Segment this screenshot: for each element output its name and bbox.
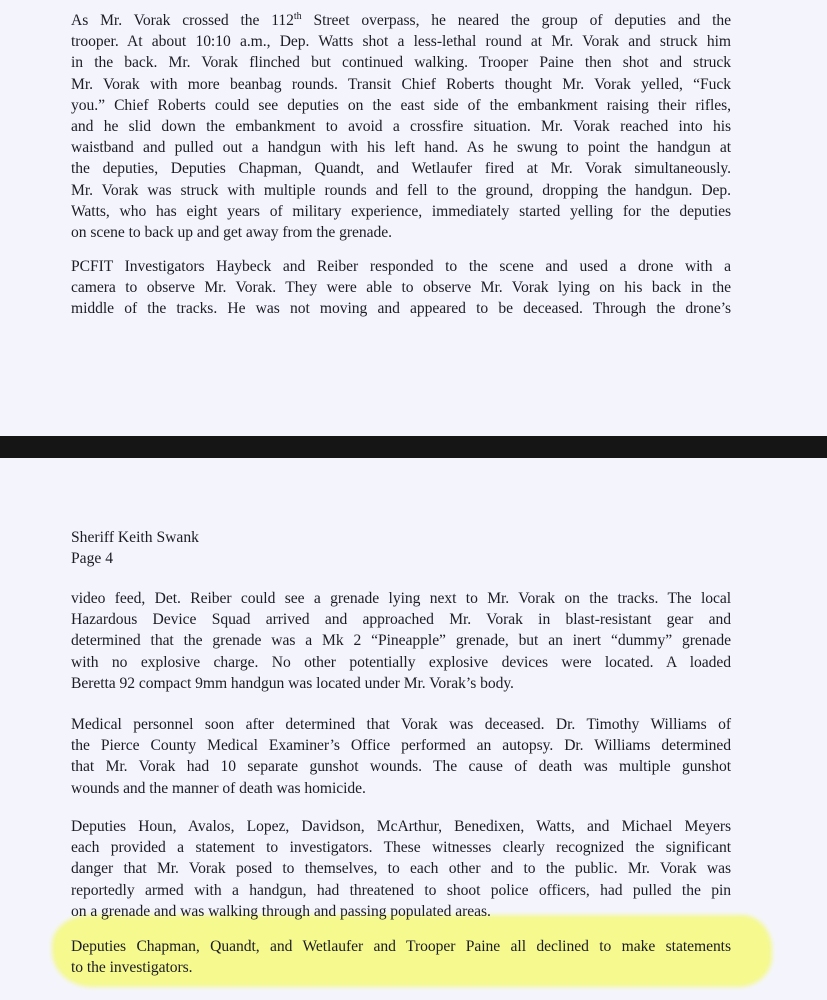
text-line: waistband and pulled out a handgun with his left hand. As he swung to point the handgun at: [71, 139, 731, 157]
text-line: to the investigators.: [71, 959, 193, 977]
text-line: Mr. Vorak was struck with multiple rounds and fell to the ground, dropping the handgun. Dep.: [71, 181, 731, 199]
text-line: you.” Chief Roberts could see deputies on the east side of the embankment raising their rifles,: [71, 96, 731, 114]
text-line: Medical personnel soon after determined that Vorak was deceased. Dr. Timothy Williams of: [71, 716, 731, 733]
paragraph-witness-statements: [71, 816, 731, 922]
paragraph-grenade-found: [71, 588, 731, 694]
paragraph-declined-statements: [71, 936, 731, 978]
text-line: danger that Mr. Vorak posed to themselves, to each other and to the public. Mr. Vorak was: [71, 860, 731, 878]
text-line: Deputies Chapman, Quandt, and Wetlaufer and Trooper Paine all declined to make statements: [71, 938, 731, 955]
text-line: trooper. At about 10:10 a.m., Dep. Watts shot a less-lethal round at Mr. Vorak and struck him: [71, 33, 731, 51]
document-page-top: [0, 0, 827, 436]
paragraph-medical-findings: [71, 714, 731, 799]
text-line: Hazardous Device Squad arrived and approached Mr. Vorak in blast-resistant gear and: [71, 611, 731, 629]
text-line: on scene to back up and get away from the grenade.: [71, 224, 392, 242]
letter-recipient: Sheriff Keith Swank: [71, 529, 199, 546]
text-line: determined that the grenade was a Mk 2 “Pineapple” grenade, but an inert “dummy” grenade: [71, 632, 731, 650]
text-line: each provided a statement to investigators. These witnesses clearly recognized the significant: [71, 839, 731, 857]
text-line: PCFIT Investigators Haybeck and Reiber responded to the scene and used a drone with a: [71, 258, 731, 275]
paragraph-shooting-account: [71, 10, 731, 243]
page-number: Page 4: [71, 550, 114, 567]
text-line: the deputies, Deputies Chapman, Quandt, and Wetlaufer fired at Mr. Vorak simultaneously.: [71, 160, 731, 178]
text-line: Beretta 92 compact 9mm handgun was located under Mr. Vorak’s body.: [71, 674, 514, 692]
text-line: Mr. Vorak with more beanbag rounds. Transit Chief Roberts thought Mr. Vorak yelled, “Fuck: [71, 75, 731, 93]
ordinal-suffix: th: [293, 10, 302, 22]
text-line: As Mr. Vorak crossed the 112th Street overpass, he neared the group of deputies and the: [71, 10, 731, 29]
paragraph-drone-investigation: [71, 256, 731, 320]
text-line: video feed, Det. Reiber could see a grenade lying next to Mr. Vorak on the tracks. The local: [71, 590, 731, 607]
text-line: in the back. Mr. Vorak flinched but continued walking. Trooper Paine then shot and struck: [71, 54, 731, 72]
text-line: with no explosive charge. No other potentially explosive devices were located. A loaded: [71, 653, 731, 671]
text-line: middle of the tracks. He was not moving and appeared to be deceased. Through the drone’s: [71, 300, 731, 318]
text-line: camera to observe Mr. Vorak. They were able to observe Mr. Vorak lying on his back in the: [71, 279, 731, 297]
text-line: Deputies Houn, Avalos, Lopez, Davidson, McArthur, Benedixen, Watts, and Michael Meyers: [71, 818, 731, 835]
text-line: on a grenade and was walking through and passing populated areas.: [71, 902, 491, 920]
text-line: the Pierce County Medical Examiner’s Office performed an autopsy. Dr. Williams determined: [71, 737, 731, 755]
page-divider: [0, 436, 827, 458]
text-line: wounds and the manner of death was homicide.: [71, 779, 366, 797]
text-line: Watts, who has eight years of military experience, immediately started yelling for the deputies: [71, 202, 731, 220]
text-line: that Mr. Vorak had 10 separate gunshot wounds. The cause of death was multiple gunshot: [71, 758, 731, 776]
text-line: reportedly armed with a handgun, had threatened to shoot police officers, had pulled the pin: [71, 881, 731, 899]
text-line: and he slid down the embankment to avoid a crossfire situation. Mr. Vorak reached into his: [71, 118, 731, 136]
